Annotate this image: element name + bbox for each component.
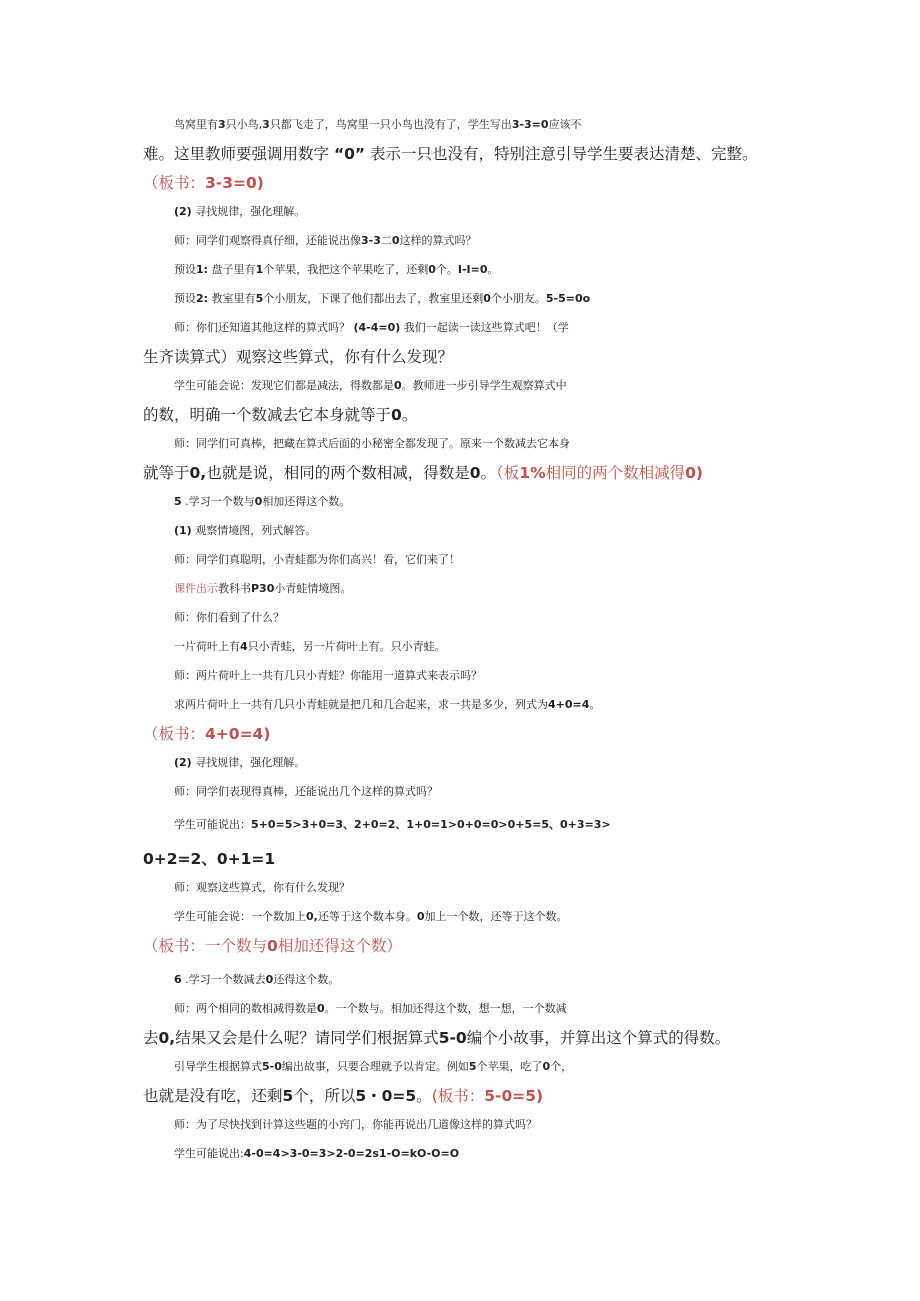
paragraph-line (174, 114, 824, 136)
board-note-text: （板书：一个数与 (143, 937, 268, 955)
subsection-heading (174, 752, 824, 774)
text-run: 就等于 (143, 464, 190, 482)
text-run: 学生可能会说：一个数加上 (174, 910, 306, 923)
board-note-text: （板书： (143, 174, 206, 192)
subsection-heading (174, 520, 824, 542)
text-run: 引导学生根据算式 (174, 1060, 262, 1073)
text-run: 0 (428, 263, 436, 276)
paragraph-line (143, 143, 793, 165)
board-note-text: 相同的两个数相减得 (545, 464, 686, 482)
text-run: 师：为了尽快找到计算这些题的小窍门，你能再说出几道像这样的算式吗？ (174, 1118, 537, 1131)
paragraph-line (174, 694, 824, 716)
text-run: 3 (218, 118, 226, 131)
text-run: 师：观察这些算式，你有什么发现？ (174, 881, 350, 894)
paragraph-line (174, 1143, 824, 1165)
text-run: 5-0 (438, 1029, 467, 1047)
text-run: (1) (174, 524, 192, 537)
text-run: 师：两个相同的数相减得数是 (174, 1002, 317, 1015)
text-run: 0 (265, 973, 274, 986)
text-run: 我们一起读一读这些算式吧！（学 (400, 321, 569, 334)
board-note-text: 课件出示 (174, 582, 218, 595)
text-run: 3 (262, 118, 270, 131)
text-run: 4 (240, 640, 248, 653)
text-run: (4-4=0) (353, 321, 401, 334)
text-run: 0 (483, 292, 491, 305)
text-run: 0 (542, 1060, 551, 1073)
text-run: 应该不 (548, 118, 582, 131)
text-run: 二 (380, 234, 392, 247)
text-run: (2) (174, 205, 192, 218)
paragraph-line (174, 998, 824, 1020)
text-run: 5-5=0o (545, 292, 591, 305)
text-run: 5+0=5>3+0=3、2+0=2、1+0=1>0+0=0>0+5=5、0+3=3> (251, 818, 611, 831)
text-run: 结果又会是什么呢？请同学们根据算式 (175, 1029, 439, 1047)
text-run: 师：你们看到了什么？ (174, 611, 284, 624)
board-note-text: 0) (685, 464, 704, 482)
text-run: 寻找规律，强化理解。 (191, 756, 306, 769)
text-run: 教科书 (218, 582, 251, 595)
board-note-text: 0 (267, 937, 278, 955)
paragraph-line (143, 1085, 793, 1107)
text-run: (2) (174, 756, 192, 769)
text-run: 5・0=5 (355, 1087, 417, 1105)
text-run: 1: (196, 263, 209, 276)
section-heading (174, 969, 824, 991)
text-run: 1 (255, 263, 264, 276)
paragraph-line (174, 375, 824, 397)
text-run: 2: (196, 292, 209, 305)
text-run: 个小朋友，下课了他们都出去了，教室里还剩 (263, 292, 484, 305)
paragraph-line (174, 877, 824, 899)
text-run: 个小朋友。 (490, 292, 546, 305)
text-run: 师：同学们真聪明，小青蛙都为你们高兴！看，它们来了！ (174, 553, 460, 566)
board-note-text: 1% (519, 464, 546, 482)
text-run: 0 (317, 1002, 325, 1015)
text-run: 盘子里有 (208, 263, 256, 276)
text-run: 0 (254, 495, 263, 508)
paragraph-line (174, 1114, 824, 1136)
paragraph-line (143, 462, 793, 484)
text-run: 0, (306, 910, 318, 923)
paragraph-line (143, 346, 793, 368)
text-run: 个，所以 (293, 1087, 356, 1105)
text-run: 5 (255, 292, 264, 305)
text-run: 这样的算式吗？ (399, 234, 477, 247)
paragraph-line (143, 1027, 793, 1049)
text-run: 4+0=4 (548, 698, 590, 711)
board-note-line (143, 935, 793, 957)
text-run: 只都飞走了，鸟窝里一只小鸟也没有了，学生写出 (269, 118, 512, 131)
text-run: 也就是说，相同的两个数相减，得数是 (206, 464, 470, 482)
text-run: 0 (391, 406, 402, 424)
text-run: 只小鸟, (225, 118, 263, 131)
text-run: 学生可能说出: (174, 1147, 244, 1160)
text-run: 还得这个数。 (273, 973, 340, 986)
text-run: 编出故事，只要合理就予以肯定。例如 (281, 1060, 469, 1073)
text-run: 。 (589, 698, 601, 711)
text-run: 难。这里教师要强调用数字 (143, 145, 334, 163)
text-run: 4-0=4>3-0=3>2-0=2s1-O=kO-O=O (243, 1147, 460, 1160)
paragraph-line (174, 781, 824, 803)
text-run: 个。 (435, 263, 458, 276)
text-run: 。 (401, 406, 418, 424)
paragraph-line (143, 848, 793, 870)
text-run: 相加还得这个数。 (262, 495, 351, 508)
paragraph-line (174, 636, 824, 658)
board-note-text: 3-3=0) (205, 174, 264, 192)
text-run: 师：两片荷叶上一共有几只小青蛙？你能用一道算式来表示吗？ (174, 669, 482, 682)
text-run: 0 (416, 910, 425, 923)
text-run: 去 (143, 1029, 159, 1047)
text-run: 0 (469, 464, 481, 482)
text-run: 的数，明确一个数减去它本身就等于 (143, 406, 392, 424)
text-run: 小青蛙情境图。 (274, 582, 352, 595)
text-run: 0 (394, 379, 402, 392)
text-run: 。 (416, 1087, 432, 1105)
text-run: 3-3 (361, 234, 381, 247)
text-run: 寻找规律，强化理解。 (191, 205, 306, 218)
paragraph-line (174, 1056, 824, 1078)
paragraph-line (174, 433, 824, 455)
board-note-text: (板书： (431, 1087, 485, 1105)
text-run: 。 (487, 263, 499, 276)
board-note-line (143, 172, 793, 194)
board-note-text: （板 (496, 464, 520, 482)
text-run: 。一个数与。相加还得这个数，想一想，一个数减 (324, 1002, 567, 1015)
paragraph-line (174, 317, 824, 339)
board-note-text: （板书： (143, 725, 206, 743)
subsection-heading (174, 201, 824, 223)
text-run: 一片荷叶上有 (174, 640, 240, 653)
text-run: .学习一个数与 (181, 495, 255, 508)
text-run: 学生可能会说：发现它们都是减法，得数都是 (174, 379, 394, 392)
text-run: 生齐读算式）观察这些算式，你有什么发现？ (143, 348, 454, 366)
paragraph-line (174, 549, 824, 571)
text-run: 5 (174, 495, 182, 508)
text-run: 只小青蛙，另一片荷叶上有。只小青蛙。 (247, 640, 446, 653)
text-run: 0, (189, 464, 207, 482)
text-run: I-I=0 (457, 263, 488, 276)
paragraph-line (174, 288, 824, 310)
text-run: 师：同学们可真棒，把藏在算式后面的小秘密全都发现了。原来一个数减去它本身 (174, 437, 570, 450)
text-run: 0+2=2、0+1=1 (143, 850, 276, 868)
text-run: 个苹果，吃了 (476, 1060, 543, 1073)
text-run: 加上一个数，还等于这个数。 (424, 910, 568, 923)
text-run: 鸟窝里有 (174, 118, 218, 131)
text-run: 0 (391, 234, 400, 247)
paragraph-line (174, 259, 824, 281)
board-note-text: 5-0=5) (484, 1087, 544, 1105)
text-run: 学生可能说出： (174, 818, 251, 831)
text-run: “0” (333, 145, 366, 163)
text-run: 个， (550, 1060, 573, 1073)
text-run: 师：你们还知道其他这样的算式吗？ (174, 321, 354, 334)
paragraph-line (143, 404, 793, 426)
text-run: 预设 (174, 292, 196, 305)
board-note-line (143, 723, 793, 745)
text-run: 。 (480, 464, 497, 482)
text-run: 观察情境图，列式解答。 (191, 524, 317, 537)
text-run: 也就是没有吃，还剩 (143, 1087, 283, 1105)
board-note-text: 4+0=4) (205, 725, 271, 743)
board-note-text: 相加还得这个数） (277, 937, 402, 955)
text-run: P30 (251, 582, 275, 595)
paragraph-line (174, 906, 824, 928)
paragraph-line (174, 607, 824, 629)
section-heading (174, 491, 824, 513)
text-run: 师：同学们观察得真仔细，还能说出像 (174, 234, 361, 247)
text-run: 编个小故事，并算出这个算式的得数。 (466, 1029, 731, 1047)
text-run: 师：同学们表现得真棒，还能说出几个这样的算式吗？ (174, 785, 438, 798)
text-run: 5 (468, 1060, 477, 1073)
text-run: 预设 (174, 263, 196, 276)
text-run: 。教师进一步引导学生观察算式中 (401, 379, 567, 392)
text-run: 3-3=0 (511, 118, 549, 131)
text-run: 个苹果，我把这个苹果吃了，还剩 (263, 263, 429, 276)
text-run: 5 (282, 1087, 294, 1105)
text-run: 0, (158, 1029, 176, 1047)
paragraph-line (174, 665, 824, 687)
text-run: 6 (174, 973, 182, 986)
text-run: 求两片荷叶上一共有几只小青蛙就是把几和几合起来，求一共是多少，列式为 (174, 698, 548, 711)
text-run: .学习一个数减去 (181, 973, 266, 986)
paragraph-line (174, 230, 824, 252)
text-run: 5-0 (262, 1060, 282, 1073)
paragraph-line (174, 578, 824, 600)
paragraph-line (174, 814, 824, 836)
text-run: 还等于这个数本身。 (317, 910, 417, 923)
text-run: 表示一只也没有，特别注意引导学生要表达清楚、完整。 (365, 145, 758, 163)
text-run: 教室里有 (208, 292, 256, 305)
